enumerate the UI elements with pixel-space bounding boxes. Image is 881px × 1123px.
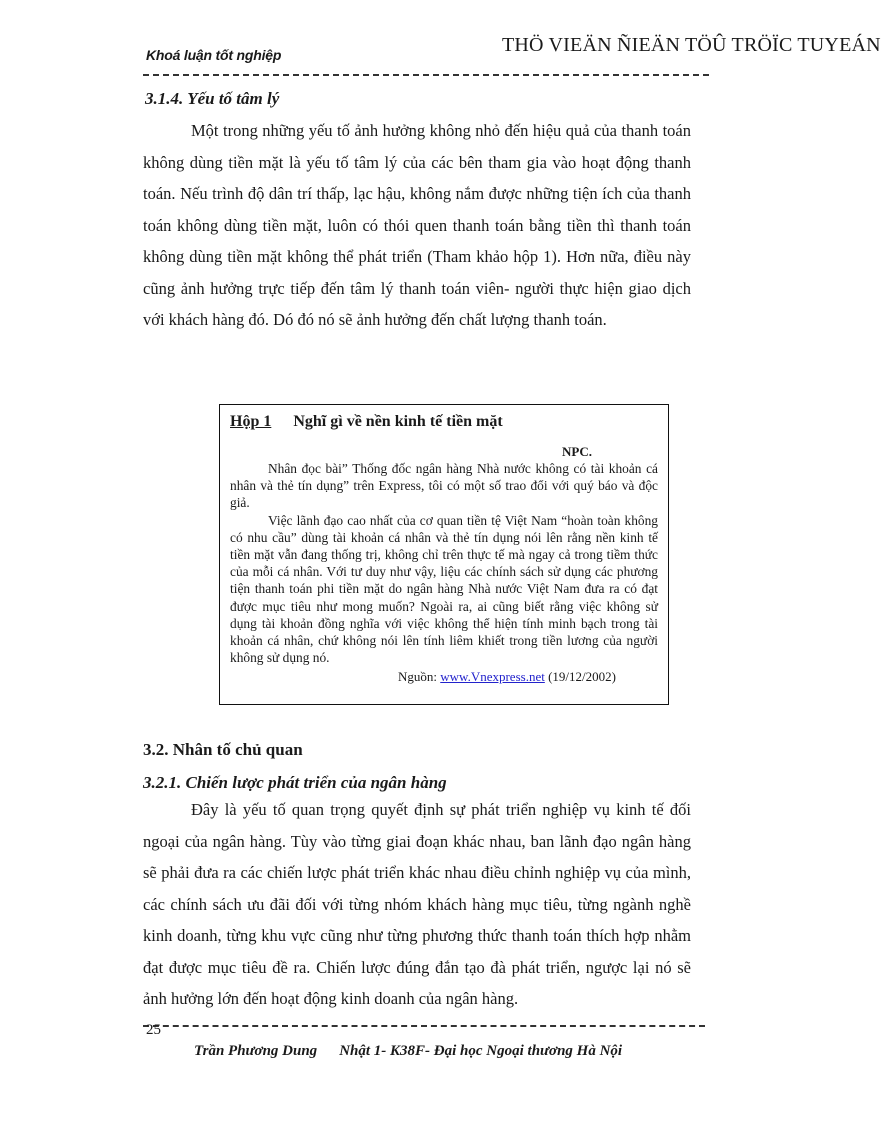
header-right-title: THÖ VIEÄN ÑIEÄN TÖÛ TRÖÏC TUYEÁN	[502, 34, 881, 56]
box-source-prefix: Nguồn:	[398, 669, 437, 685]
heading-314: 3.1.4. Yếu tố tâm lý	[145, 89, 280, 108]
footer-author: Trần Phương Dung	[194, 1043, 318, 1059]
box-title: Nghĩ gì về nền kinh tế tiền mặt	[293, 413, 503, 430]
header-divider	[143, 74, 709, 76]
header-left-title: Khoá luận tốt nghiệp	[146, 47, 282, 63]
footer-divider	[143, 1025, 705, 1027]
footer-class-info: Nhật 1- K38F- Đại học Ngoại thương Hà Nội	[339, 1043, 623, 1059]
paragraph-314: Một trong những yếu tố ảnh hưởng không nhỏ đến hiệu quả của thanh toán không dùng tiền mặt là yếu tố tâm lý của các bên tham gia vào hoạt động thanh toán. Nếu trình độ dân trí thấp, lạc hậu, không nắm được những tiện ích của thanh toán không dùng tiền mặt, luôn có thói quen thanh toán bằng tiền thì thanh toán không dùng tiền mặt không thể phát triển (Tham khảo hộp 1). Hơn nữa, điều này cũng ảnh hưởng trực tiếp đến tâm lý thanh toán viên- người thực hiện giao dịch với khách hàng đó. Dó đó nó sẽ ảnh hưởng đến chất lượng thanh toán.	[143, 121, 691, 329]
box-title-line	[230, 413, 658, 431]
paragraph-321: Đây là yếu tố quan trọng quyết định sự phát triển nghiệp vụ kinh tế đối ngoại của ngân hàng. Tùy vào từng giai đoạn khác nhau, ban lãnh đạo ngân hàng sẽ phải đưa ra các chiến lược phát triển khác nhau điều chỉnh nghiệp vụ của mình, các chính sách ưu đãi đối với từng nhóm khách hàng mục tiêu, từng ngành nghề kinh doanh, từng khu vực cũng như từng phương thức thanh toán thích hợp nhằm đạt được mục tiêu đề ra. Chiến lược đúng đắn tạo đà phát triển, ngược lại nó sẽ ảnh hưởng lớn đến hoạt động kinh doanh của ngân hàng.	[143, 800, 691, 1008]
box-source-link[interactable]: www.Vnexpress.net	[440, 669, 545, 685]
footer-info	[194, 1043, 622, 1060]
page-number: 25	[146, 1022, 161, 1038]
box-label: Hộp 1	[230, 413, 272, 430]
box-source	[398, 669, 658, 685]
box-author: NPC.	[562, 444, 592, 459]
box-paragraph-2: Việc lãnh đạo cao nhất của cơ quan tiền tệ Việt Nam “hoàn toàn không có nhu cầu” dùng tài khoản cá nhân và thẻ tín dụng nói lên rằng nền kinh tế tiền mặt vẫn đang thống trị, không chỉ trên thực tế mà ngay cả trong tiềm thức của mỗi cá nhân. Với tư duy như vậy, liệu các chính sách sử dụng các phương tiện thanh toán phi tiền mặt do ngân hàng Nhà nước Việt Nam đưa ra có đạt được mục tiêu như mong muốn? Ngoài ra, ai cũng biết rằng việc không sử dụng tài khoản đồng nghĩa với việc không thể hiện tính minh bạch trong tài khoản cá nhân, chứ không nói lên tính liêm khiết trong tiền lương của người không sử dụng nó.	[230, 512, 658, 666]
heading-321: 3.2.1. Chiến lược phát triển của ngân hàng	[143, 773, 447, 792]
info-box	[219, 404, 669, 705]
box-source-date: (19/12/2002)	[548, 669, 616, 685]
box-paragraph-1: Nhân đọc bài” Thống đốc ngân hàng Nhà nước không có tài khoản cá nhân và thẻ tín dụng” trên Express, tôi có một số trao đổi với quý báo và độc giả.	[230, 461, 658, 511]
heading-32: 3.2. Nhân tố chủ quan	[143, 740, 303, 759]
